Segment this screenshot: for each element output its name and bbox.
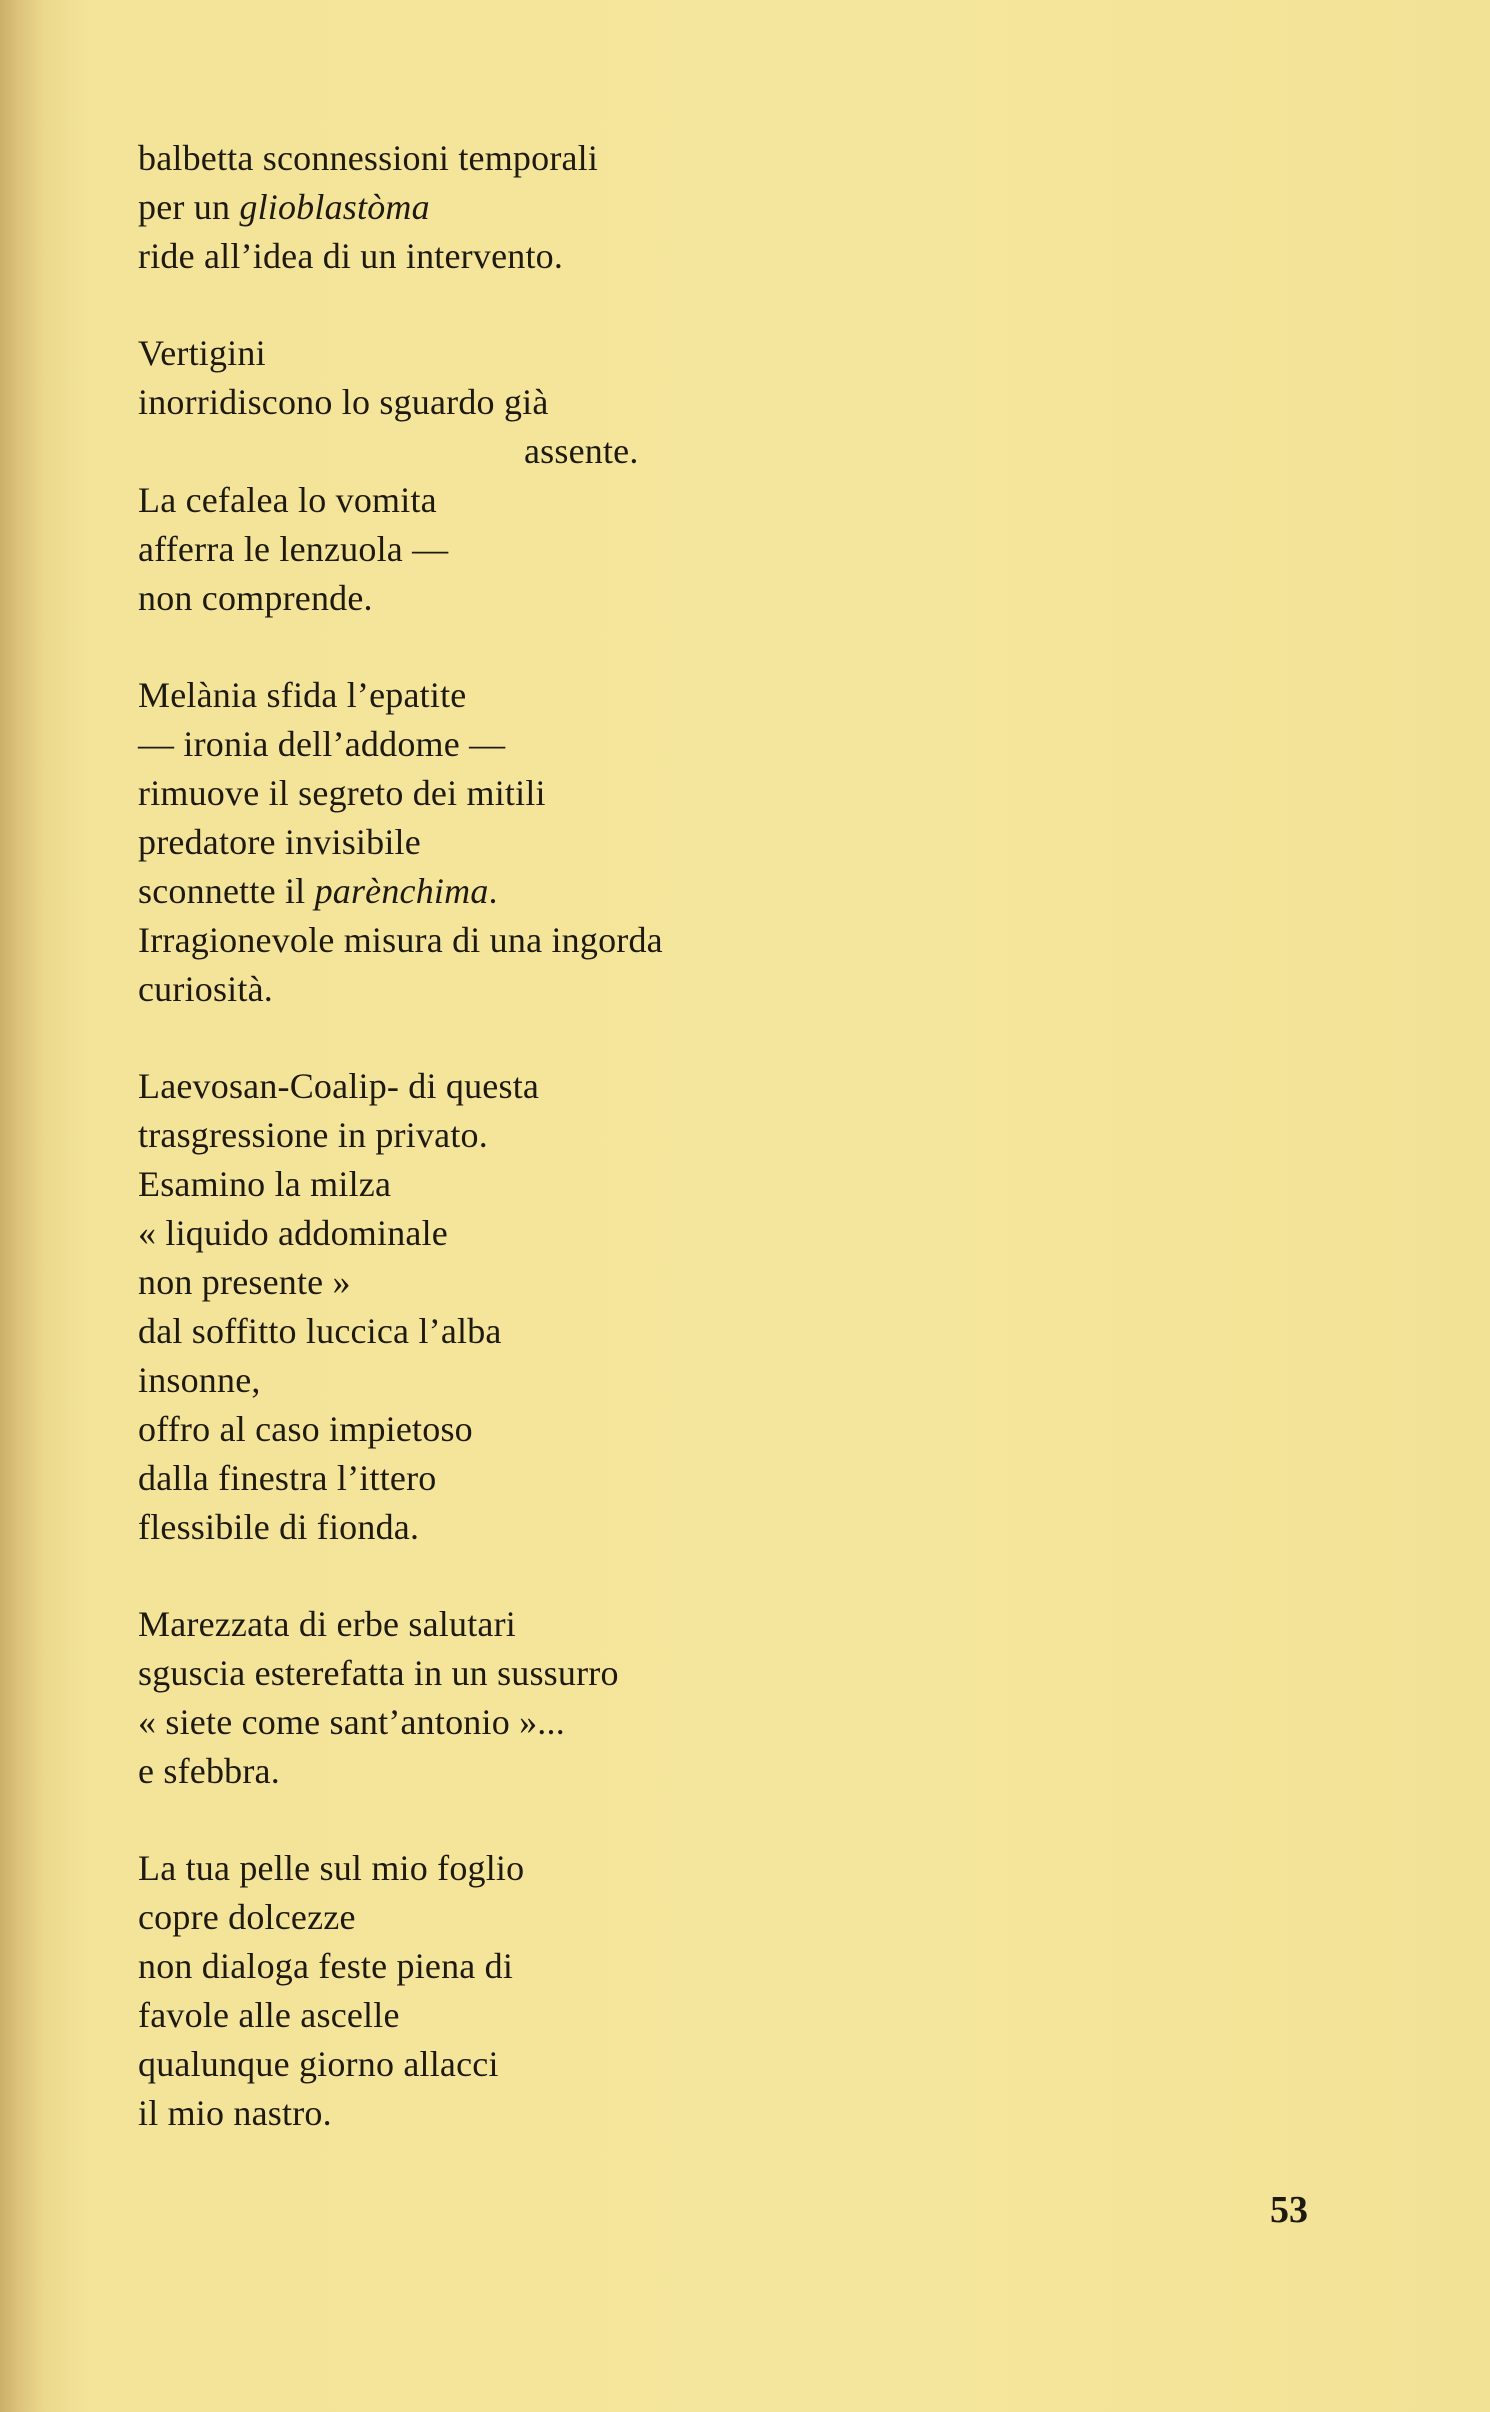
poem-line: il mio nastro. — [138, 2093, 332, 2133]
poem-line: predatore invisibile — [138, 822, 421, 862]
poem-line: dalla finestra l’ittero — [138, 1458, 437, 1498]
poem-line: insonne, — [138, 1360, 261, 1400]
poem-line: flessibile di fionda. — [138, 1507, 420, 1547]
line-text: per un — [138, 187, 240, 227]
stanza — [138, 134, 1138, 281]
line-text: . — [488, 871, 498, 911]
poem-line: curiosità. — [138, 969, 273, 1009]
stanza — [138, 1062, 1138, 1552]
poem-line: e sfebbra. — [138, 1751, 280, 1791]
line-text: sconnette il — [138, 871, 315, 911]
stanza — [138, 329, 1138, 623]
stanza — [138, 671, 1138, 1014]
poem-line — [138, 183, 1138, 232]
poem-line: balbetta sconnessioni temporali — [138, 138, 599, 178]
poem-line: non comprende. — [138, 578, 373, 618]
page-number: 53 — [1270, 2189, 1308, 2231]
poem-line: « siete come sant’antonio »... — [138, 1702, 565, 1742]
poem-text — [138, 134, 1138, 2186]
poem-line: — ironia dell’addome — — [138, 724, 506, 764]
poem-line: La cefalea lo vomita — [138, 480, 437, 520]
poem-line: inorridiscono lo sguardo già — [138, 382, 549, 422]
poem-line: offro al caso impietoso — [138, 1409, 473, 1449]
poem-line: « liquido addominale — [138, 1213, 448, 1253]
stanza — [138, 1844, 1138, 2138]
stanza — [138, 1600, 1138, 1796]
poem-line: ride all’idea di un intervento. — [138, 236, 564, 276]
italic-term: parènchima — [314, 871, 489, 911]
poem-line: sguscia esterefatta in un sussurro — [138, 1653, 619, 1693]
poem-line: trasgressione in privato. — [138, 1115, 488, 1155]
poem-line — [138, 867, 1138, 916]
poem-line: La tua pelle sul mio foglio — [138, 1848, 525, 1888]
poem-line: rimuove il segreto dei mitili — [138, 773, 546, 813]
poem-line: assente. — [524, 431, 639, 471]
poem-line: Marezzata di erbe salutari — [138, 1604, 516, 1644]
poem-line: non presente » — [138, 1262, 351, 1302]
poem-line: Esamino la milza — [138, 1164, 392, 1204]
poem-line: Laevosan-Coalip- di questa — [138, 1066, 540, 1106]
poem-line: favole alle ascelle — [138, 1995, 400, 2035]
poem-line: Irragionevole misura di una ingorda — [138, 920, 663, 960]
poem-line: qualunque giorno allacci — [138, 2044, 499, 2084]
poem-line: copre dolcezze — [138, 1897, 356, 1937]
poem-line: non dialoga feste piena di — [138, 1946, 514, 1986]
poem-line: Vertigini — [138, 333, 266, 373]
poem-line: afferra le lenzuola — — [138, 529, 449, 569]
italic-term: glioblastòma — [239, 187, 430, 227]
poem-line: Melània sfida l’epatite — [138, 675, 467, 715]
poem-line: dal soffitto luccica l’alba — [138, 1311, 502, 1351]
